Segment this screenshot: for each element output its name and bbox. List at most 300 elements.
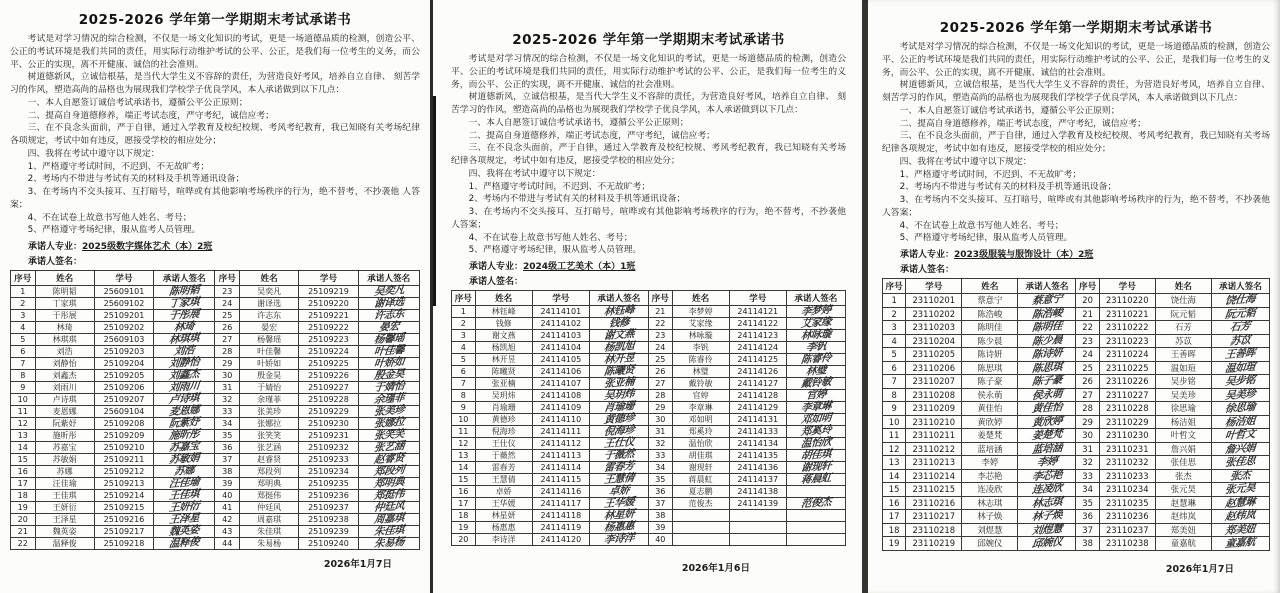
- table-cell: 23110205: [906, 348, 962, 362]
- table-cell: 25109239: [299, 526, 358, 538]
- column-header: 序号: [883, 279, 906, 294]
- table-cell: 24114113: [532, 450, 589, 462]
- table-cell: 12: [883, 442, 906, 456]
- pledge-page-1: [0, 0, 430, 593]
- pledge-page-2: [430, 0, 862, 593]
- table-row: [11, 430, 420, 442]
- signature-cell: [1211, 402, 1269, 416]
- signature-cell: [786, 414, 845, 426]
- table-cell: 25109216: [94, 514, 153, 526]
- signature-cell: [1211, 321, 1269, 335]
- table-cell: 邓如明: [672, 414, 729, 426]
- table-cell: 8: [883, 388, 906, 402]
- table-cell: 6: [11, 346, 36, 358]
- signature-cell: [1018, 496, 1076, 510]
- table-cell: 于彤展: [35, 310, 94, 322]
- table-cell: 24114108: [532, 390, 589, 402]
- table-cell: [729, 522, 786, 534]
- signature-handwriting: 王泽星: [168, 512, 200, 527]
- table-cell: 黄德珍: [475, 414, 532, 426]
- signature-handwriting: 吴美珍: [1224, 387, 1257, 402]
- signature-handwriting: 张美珍: [373, 404, 405, 419]
- table-cell: 27: [1076, 388, 1099, 402]
- column-header: 承诺人签名: [154, 271, 215, 286]
- signature-handwriting: 刘煜慧: [1031, 522, 1063, 537]
- table-cell: 王泽星: [35, 514, 94, 526]
- table-cell: 8: [11, 370, 36, 382]
- table-cell: 33: [215, 406, 240, 418]
- table-cell: 28: [215, 346, 240, 358]
- body-paragraph: 一、本人自愿签订诚信考试承诺书，遵循公平公正原则；: [27, 97, 248, 108]
- table-cell: 殷金昊: [240, 370, 299, 382]
- table-cell: 24114125: [729, 354, 786, 366]
- table-row: [11, 370, 420, 382]
- table-cell: 汪佳瑜: [35, 478, 94, 490]
- signature-handwriting: 阮紫妤: [168, 416, 200, 431]
- signature-handwriting: 张娜拉: [373, 416, 405, 431]
- table-cell: 20: [11, 514, 36, 526]
- table-cell: 25109229: [299, 406, 358, 418]
- signature-cell: [358, 394, 419, 406]
- table-cell: 25109205: [94, 370, 153, 382]
- table-cell: 18: [452, 510, 476, 522]
- signature-cell: [786, 498, 845, 510]
- table-cell: 谢文燕: [475, 330, 532, 342]
- table-cell: 赵炜岚: [1155, 510, 1211, 524]
- table-cell: 24114121: [729, 306, 786, 318]
- signature-cell: [1018, 348, 1076, 362]
- table-row: [883, 537, 1270, 551]
- column-header: 学号: [906, 279, 962, 294]
- table-cell: 23110233: [1099, 469, 1155, 483]
- table-cell: 23110217: [906, 510, 962, 524]
- signature-cell: [786, 522, 845, 534]
- signature-cell: [786, 438, 845, 450]
- table-cell: 25109234: [299, 466, 358, 478]
- table-row: [11, 466, 420, 478]
- table-cell: 2: [11, 298, 36, 310]
- signature-handwriting: 林琪琪: [168, 332, 200, 347]
- table-row: [11, 502, 420, 514]
- signature-cell: [589, 450, 648, 462]
- table-cell: 27: [648, 378, 672, 390]
- table-row: [11, 442, 420, 454]
- table-row: [452, 534, 846, 546]
- table-cell: 25109224: [299, 346, 358, 358]
- signature-roster-table: [882, 278, 1270, 551]
- signature-handwriting: 郑段列: [373, 464, 405, 479]
- table-cell: 张艺涵: [240, 442, 299, 454]
- table-cell: 23110225: [1099, 361, 1155, 375]
- table-cell: 侯永萌: [962, 388, 1018, 402]
- signature-cell: [1211, 496, 1269, 510]
- table-row: [452, 318, 846, 330]
- table-cell: 23110234: [1099, 483, 1155, 497]
- table-cell: 24114104: [532, 342, 589, 354]
- signature-handwriting: 张亚楠: [603, 376, 635, 391]
- signature-cell: [154, 394, 215, 406]
- table-cell: 郑挺伟: [240, 490, 299, 502]
- table-cell: 23110222: [1099, 321, 1155, 335]
- signature-handwriting: 苏娜: [173, 464, 195, 479]
- table-cell: 25109235: [299, 478, 358, 490]
- signature-handwriting: 林志琪: [1031, 495, 1063, 510]
- signature-cell: [1018, 415, 1076, 429]
- table-cell: 25109201: [94, 310, 153, 322]
- table-cell: 19: [452, 522, 476, 534]
- table-cell: 23110211: [906, 429, 962, 443]
- table-cell: 陈明佳: [962, 321, 1018, 335]
- table-cell: 23: [648, 330, 672, 342]
- table-cell: 25: [648, 354, 672, 366]
- table-cell: 温释俊: [35, 538, 94, 550]
- signature-handwriting: 王仕仪: [603, 436, 635, 451]
- table-cell: 黄佳怡: [962, 402, 1018, 416]
- table-cell: 24114124: [729, 342, 786, 354]
- column-header: 学号: [1099, 279, 1155, 294]
- table-cell: 林开昱: [475, 354, 532, 366]
- table-cell: 12: [11, 418, 36, 430]
- table-cell: 王华媛: [475, 498, 532, 510]
- signature-cell: [589, 342, 648, 354]
- table-row: [11, 394, 420, 406]
- signature-cell: [589, 522, 648, 534]
- signature-cell: [1211, 334, 1269, 348]
- table-cell: 23110226: [1099, 375, 1155, 389]
- table-cell: 4: [452, 342, 476, 354]
- body-paragraph: 5、严格遵守考场纪律，服从监考人员管理。: [468, 245, 642, 256]
- signature-cell: [358, 490, 419, 502]
- signature-handwriting: 范俊杰: [800, 496, 832, 511]
- signature-cell: [358, 322, 419, 334]
- signature-handwriting: 郑美妞: [1224, 522, 1257, 537]
- table-cell: 39: [215, 478, 240, 490]
- table-row: [883, 456, 1270, 470]
- table-cell: 25109221: [299, 310, 358, 322]
- table-cell: 6: [452, 366, 476, 378]
- signature-cell: [1211, 510, 1269, 524]
- table-cell: 3: [452, 330, 476, 342]
- table-cell: 叶哲文: [1155, 429, 1211, 443]
- body-paragraph: 4、不在试卷上故意书写他人姓名、考号；: [27, 212, 192, 223]
- table-cell: 24114119: [532, 522, 589, 534]
- table-cell: 23110202: [906, 307, 962, 321]
- major-line: [28, 239, 420, 252]
- table-row: [11, 286, 420, 298]
- table-cell: 24114103: [532, 330, 589, 342]
- table-cell: 谢现轩: [672, 462, 729, 474]
- table-cell: 林琪琪: [35, 334, 94, 346]
- table-cell: 25609102: [94, 298, 153, 310]
- table-cell: 25109230: [299, 418, 358, 430]
- table-cell: 42: [215, 514, 240, 526]
- table-cell: 29: [215, 358, 240, 370]
- body-paragraph: 1、严格遵守考试时间，不迟到、不无故旷考；: [27, 161, 210, 172]
- table-cell: 44: [215, 538, 240, 550]
- signature-handwriting: 张笑笑: [373, 428, 405, 443]
- table-cell: 刘浩: [35, 346, 94, 358]
- table-cell: 24114118: [532, 510, 589, 522]
- signature-handwriting: 余瑾菲: [373, 392, 405, 407]
- table-row: [883, 375, 1270, 389]
- table-cell: 40: [215, 490, 240, 502]
- signature-cell: [154, 478, 215, 490]
- signature-handwriting: 蓝培涵: [1031, 441, 1063, 456]
- table-cell: 7: [452, 378, 476, 390]
- table-row: [11, 454, 420, 466]
- table-cell: 28: [1076, 402, 1099, 416]
- signature-handwriting: 于薇然: [603, 448, 635, 463]
- table-cell: 25109210: [94, 442, 153, 454]
- table-cell: 10: [883, 415, 906, 429]
- column-header: 序号: [11, 271, 36, 286]
- table-cell: 张亚楠: [475, 378, 532, 390]
- table-cell: 杨洁姐: [1155, 415, 1211, 429]
- table-cell: 24114109: [532, 402, 589, 414]
- signature-handwriting: 倪海珍: [603, 424, 635, 439]
- scan-edge-artifact: [433, 96, 436, 306]
- table-cell: 24114127: [729, 378, 786, 390]
- table-cell: 施昕彤: [35, 430, 94, 442]
- table-cell: 19: [11, 502, 36, 514]
- signature-cell: [589, 534, 648, 546]
- table-cell: 24: [1076, 348, 1099, 362]
- signature-cell: [358, 430, 419, 442]
- table-cell: 38: [648, 510, 672, 522]
- table-cell: 17: [883, 510, 906, 524]
- table-cell: 24114111: [532, 426, 589, 438]
- signature-cell: [154, 370, 215, 382]
- signature-handwriting: 雷春芳: [603, 460, 635, 475]
- table-row: [11, 538, 420, 550]
- table-cell: 13: [452, 450, 476, 462]
- signature-cell: [358, 334, 419, 346]
- table-cell: 20: [1076, 294, 1099, 308]
- table-cell: 35: [215, 430, 240, 442]
- signature-cell: [154, 502, 215, 514]
- body-paragraph: 树道德新风，立诚信根基，是当代大学生义不容辞的责任，为营造良好考风，培养自立自律、 刻苦学习的作风，塑造高尚的品格也为展现我们学校学子优良学风，本人承诺做到以下几点：: [451, 92, 846, 115]
- signature-handwriting: 饶仕海: [1224, 292, 1257, 308]
- signature-handwriting: 李钒: [805, 340, 827, 355]
- table-cell: 24114136: [729, 462, 786, 474]
- table-cell: 23110201: [906, 294, 962, 308]
- table-cell: 陈思琪: [962, 361, 1018, 375]
- signature-cell: [1018, 307, 1076, 321]
- signature-handwriting: 仲廷风: [373, 500, 405, 515]
- header-row: [883, 279, 1270, 294]
- signature-cell: [1018, 483, 1076, 497]
- signature-handwriting: 叶佳馨: [373, 344, 405, 359]
- table-cell: 23110220: [1099, 294, 1155, 308]
- body-paragraph: 1、严格遵守考试时间，不迟到、不无故旷考；: [468, 181, 651, 192]
- signature-handwriting: 林璧: [805, 364, 827, 379]
- pledge-body-text: [451, 53, 846, 257]
- table-cell: 24114114: [532, 462, 589, 474]
- signature-handwriting: 林开昱: [603, 352, 635, 367]
- table-cell: 8: [452, 390, 476, 402]
- table-cell: 25109238: [299, 514, 358, 526]
- table-cell: 22: [1076, 321, 1099, 335]
- signature-cell: [786, 378, 845, 390]
- signature-cell: [154, 466, 215, 478]
- table-cell: 23110224: [1099, 348, 1155, 362]
- signature-cell: [358, 442, 419, 454]
- signature-handwriting: 陈子豪: [1031, 373, 1063, 389]
- signature-cell: [154, 310, 215, 322]
- table-cell: 13: [11, 430, 36, 442]
- signature-cell: [154, 442, 215, 454]
- table-row: [11, 346, 420, 358]
- signature-cell: [786, 354, 845, 366]
- column-header: 姓名: [672, 291, 729, 306]
- table-cell: 王妍衍: [35, 502, 94, 514]
- table-cell: 23110206: [906, 361, 962, 375]
- table-cell: 王慧倩: [475, 474, 532, 486]
- table-cell: 阮紫妤: [35, 418, 94, 430]
- table-cell: 23: [215, 286, 240, 298]
- table-row: [452, 474, 846, 486]
- table-cell: 25109225: [299, 358, 358, 370]
- table-cell: 1: [452, 306, 476, 318]
- table-cell: 29: [648, 402, 672, 414]
- column-header: 姓名: [475, 291, 532, 306]
- header-row: [11, 271, 420, 286]
- body-paragraph: 树道德新风，立诚信根基，是当代大学生义不容辞的责任，为营造良好考风，培养自立自律、 刻苦学习的作风，塑造高尚的品格也为展现我们学校学子优良学风，本人承诺做到以下几点：: [10, 72, 420, 95]
- table-cell: 23110227: [1099, 388, 1155, 402]
- table-cell: 18: [883, 523, 906, 537]
- table-cell: 郑美妞: [1155, 523, 1211, 537]
- table-cell: 范俊杰: [672, 498, 729, 510]
- table-cell: 姜楚梵: [962, 429, 1018, 443]
- signature-cell: [358, 478, 419, 490]
- body-paragraph: 四、我将在考试中遵守以下规定：: [27, 148, 160, 159]
- table-cell: 24114106: [532, 366, 589, 378]
- table-cell: 5: [11, 334, 36, 346]
- table-cell: 23110208: [906, 388, 962, 402]
- table-cell: 16: [883, 496, 906, 510]
- major-line: [900, 247, 1270, 260]
- body-paragraph: 四、我将在考试中遵守以下规定：: [899, 156, 1032, 167]
- table-cell: 22: [11, 538, 36, 550]
- column-header: 承诺人签名: [786, 291, 845, 306]
- table-cell: [672, 522, 729, 534]
- table-row: [883, 469, 1270, 483]
- signature-cell: [154, 346, 215, 358]
- signature-handwriting: 朱佳琪: [373, 524, 405, 539]
- body-paragraph: 考试是对学习情况的综合检测，不仅是一场文化知识的考试，更是一场道德品质的检测，创造公平、公正的考试环境是我们共同的责任，用实际行动维护考试的公平、公正，是我们每一位考生的义务，而公平、公正的实现，离不开健康、诚信的社会准则。: [10, 34, 420, 70]
- signature-cell: [1211, 388, 1269, 402]
- signature-cell: [1211, 469, 1269, 483]
- table-cell: 25109222: [299, 322, 358, 334]
- table-cell: 郑明典: [240, 478, 299, 490]
- table-row: [452, 438, 846, 450]
- major-label: 承诺人专业：: [900, 250, 955, 260]
- table-cell: 25109204: [94, 358, 153, 370]
- table-cell: 5: [883, 348, 906, 362]
- table-cell: 4: [883, 334, 906, 348]
- table-row: [11, 478, 420, 490]
- table-cell: 9: [452, 402, 476, 414]
- column-header: 承诺人签名: [589, 291, 648, 306]
- signature-cell: [589, 306, 648, 318]
- table-cell: 15: [883, 483, 906, 497]
- table-cell: 24114105: [532, 354, 589, 366]
- signature-cell: [1018, 469, 1076, 483]
- table-row: [452, 414, 846, 426]
- signature-handwriting: 吴奕凡: [373, 284, 405, 299]
- table-cell: 28: [648, 390, 672, 402]
- signature-handwriting: 温怡欣: [800, 436, 832, 451]
- signature-cell: [1211, 537, 1269, 551]
- table-cell: 徐思瑜: [1155, 402, 1211, 416]
- table-cell: 张杰: [1155, 469, 1211, 483]
- table-cell: 苏娜: [35, 466, 94, 478]
- signature-handwriting: 王善晖: [1224, 346, 1257, 362]
- table-cell: 33: [648, 450, 672, 462]
- signature-handwriting: 蒋晨虹: [800, 472, 832, 487]
- signature-handwriting: 李梦婷: [800, 304, 832, 319]
- signature-cell: [358, 406, 419, 418]
- table-cell: 30: [648, 414, 672, 426]
- signature-handwriting: 黄德珍: [603, 412, 635, 427]
- signature-handwriting: 陈曦贤: [603, 364, 635, 379]
- signature-cell: [589, 390, 648, 402]
- table-cell: [672, 534, 729, 546]
- table-row: [883, 307, 1270, 321]
- table-cell: 25109214: [94, 490, 153, 502]
- signature-cell: [589, 366, 648, 378]
- signature-cell: [589, 486, 648, 498]
- signature-handwriting: 林琦: [173, 320, 195, 335]
- body-paragraph: 考试是对学习情况的综合检测，不仅是一场文化知识的考试，更是一场道德品质的检测，创造公平、公正的考试环境是我们共同的责任，用实际行动维护考试的公平、公正，是我们每一位考生的义务，而公平、公正的实现，离不开健康、诚信的社会准则。: [451, 54, 846, 90]
- table-cell: 24114128: [729, 390, 786, 402]
- body-paragraph: 3、在考场内不交头接耳、互打暗号，喧哗或有其他影响考场秩序的行为，绝不替考，不抄袭他 人答案；: [451, 207, 846, 230]
- table-cell: 饶仕海: [1155, 294, 1211, 308]
- table-cell: 苏苡: [1155, 334, 1211, 348]
- signature-handwriting: 官婷: [805, 388, 827, 403]
- table-cell: 25109206: [94, 382, 153, 394]
- body-paragraph: 4、不在试卷上故意书写他人姓名、考号；: [899, 220, 1064, 231]
- table-cell: 夏志鹏: [672, 486, 729, 498]
- signature-handwriting: 林子焕: [1031, 508, 1063, 524]
- signature-handwriting: 温释俊: [168, 536, 200, 551]
- body-paragraph: 2、考场内不带进与考试有关的材料及手机等通讯设备；: [27, 174, 245, 185]
- table-cell: 23110231: [1099, 442, 1155, 456]
- signature-cell: [154, 322, 215, 334]
- table-cell: 25109218: [94, 538, 153, 550]
- body-paragraph: 1、严格遵守考试时间，不迟到、不无故旷考；: [899, 169, 1082, 180]
- signature-handwriting: 童嘉航: [1224, 535, 1257, 551]
- table-cell: 林璧: [672, 366, 729, 378]
- table-cell: 谢译选: [240, 298, 299, 310]
- signature-cell: [786, 342, 845, 354]
- table-cell: 25109228: [299, 394, 358, 406]
- body-paragraph: 5、严格遵守考场纪律，服从监考人员管理。: [899, 233, 1073, 244]
- table-cell: 张美珍: [240, 406, 299, 418]
- signature-handwriting: 汪佳瑜: [168, 476, 200, 491]
- table-row: [11, 418, 420, 430]
- signature-cell: [154, 418, 215, 430]
- signature-handwriting: 邓如明: [800, 412, 832, 427]
- table-cell: 24114133: [729, 426, 786, 438]
- signature-handwriting: 王华媛: [603, 496, 635, 511]
- table-cell: 雷春芳: [475, 462, 532, 474]
- body-paragraph: 3、在考场内不交头接耳、互打暗号，喧哗或有其他影响考场秩序的行为，绝不替考，不抄袭他 人答案；: [882, 195, 1270, 218]
- table-cell: 38: [215, 466, 240, 478]
- table-cell: 17: [452, 498, 476, 510]
- signature-cell: [358, 538, 419, 550]
- body-paragraph: 三、在不良念头面前，严于自律，通过入学教育及校纪校规、考风考纪教育，我已知晓有关考场纪律各项规定，考试中如有违反，愿接受学校的相应处分；: [451, 143, 846, 166]
